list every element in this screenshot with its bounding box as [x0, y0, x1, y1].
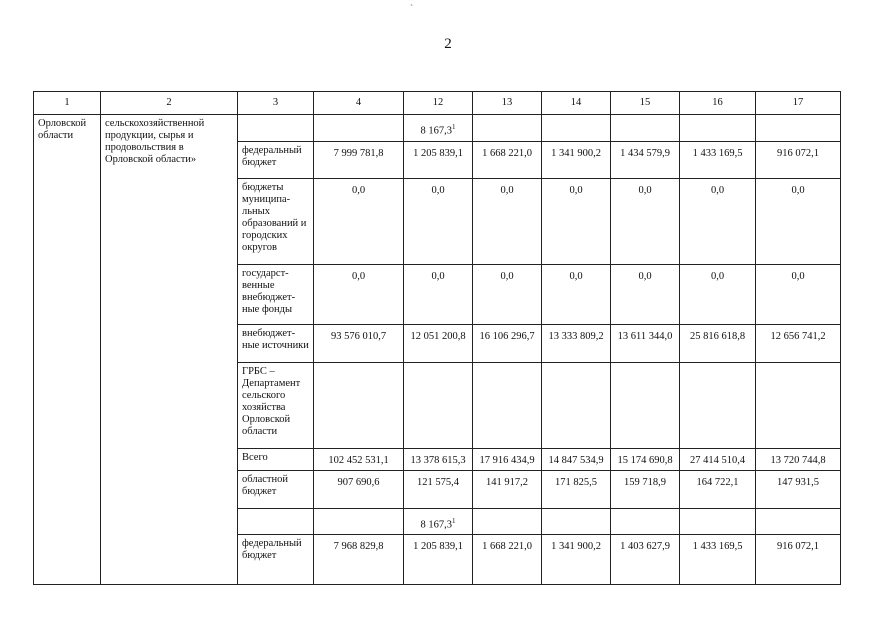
region-cell: Орловской области — [34, 115, 101, 585]
header-cell: 3 — [238, 92, 314, 115]
header-cell: 13 — [473, 92, 542, 115]
value-text: 1 403 627,9 — [620, 541, 670, 552]
value-text: 0,0 — [569, 270, 583, 282]
value-text: 102 452 531,1 — [328, 454, 389, 466]
value-text: 1 434 579,9 — [620, 147, 670, 159]
value-cell — [314, 448, 404, 470]
value-cell — [473, 264, 542, 324]
value-cell — [314, 324, 404, 362]
value-cell — [542, 178, 611, 264]
header-cell: 2 — [101, 92, 238, 115]
value-cell — [314, 264, 404, 324]
value-text: 0,0 — [500, 270, 514, 282]
value-text: 1 433 169,5 — [692, 541, 743, 552]
value-cell — [314, 535, 404, 585]
value-text: 13 611 344,0 — [617, 330, 673, 342]
value-cell — [680, 141, 756, 178]
value-text: 0,0 — [431, 184, 445, 196]
value-text: 15 174 690,8 — [617, 454, 673, 466]
value-text: 121 575,4 — [417, 476, 459, 488]
value-cell — [473, 448, 542, 470]
source-label-cell: Всего — [238, 448, 314, 470]
value-text: 0,0 — [500, 184, 514, 196]
value-cell — [404, 324, 473, 362]
source-label-cell — [238, 115, 314, 142]
value-text: 141 917,2 — [486, 476, 528, 488]
source-label-cell: государст-венные внебюджет-ные фонды — [238, 264, 314, 324]
value-cell — [314, 141, 404, 178]
value-cell — [473, 535, 542, 585]
value-text: 0,0 — [710, 184, 725, 196]
value-cell — [404, 264, 473, 324]
value-cell — [611, 178, 680, 264]
source-label-cell: федеральный бюджет — [238, 535, 314, 585]
value-cell — [542, 508, 611, 535]
value-text: 0,0 — [791, 270, 805, 282]
table-row — [34, 115, 841, 142]
page-number: 2 — [444, 36, 452, 52]
source-label-cell: областной бюджет — [238, 470, 314, 508]
value-cell — [542, 324, 611, 362]
value-text: 8 167,3 — [420, 125, 452, 137]
value-text: 27 414 510,4 — [689, 454, 746, 466]
value-text: 1 341 900,2 — [551, 541, 601, 552]
value-text: 0,0 — [791, 184, 805, 196]
source-label-cell: бюджеты муниципа-льных образований и городских округов — [238, 178, 314, 264]
value-cell — [756, 115, 841, 142]
value-cell — [680, 324, 756, 362]
value-cell — [473, 470, 542, 508]
value-cell — [611, 448, 680, 470]
value-text: 0,0 — [638, 184, 652, 196]
value-cell — [611, 264, 680, 324]
value-text: 1 205 839,1 — [413, 147, 463, 159]
header-cell: 15 — [611, 92, 680, 115]
value-text: 7 999 781,8 — [333, 147, 384, 159]
value-cell — [611, 141, 680, 178]
value-cell — [680, 178, 756, 264]
value-cell — [680, 115, 756, 142]
value-text: 0,0 — [351, 270, 366, 282]
value-text: 907 690,6 — [337, 476, 380, 488]
footnote-mark: 1 — [452, 516, 456, 525]
value-text: 171 825,5 — [555, 476, 597, 488]
source-label-cell: внебюджет-ные источники — [238, 324, 314, 362]
value-cell — [542, 535, 611, 585]
header-cell: 17 — [756, 92, 841, 115]
value-cell — [756, 178, 841, 264]
value-text: 916 072,1 — [777, 147, 819, 159]
value-cell — [404, 508, 473, 535]
value-cell — [680, 535, 756, 585]
budget-table — [33, 91, 841, 585]
value-text: 13 333 809,2 — [548, 330, 604, 342]
value-cell — [756, 141, 841, 178]
scan-mark: ` — [410, 4, 414, 15]
value-text: 1 668 221,0 — [482, 541, 532, 552]
value-text: 25 816 618,8 — [689, 330, 746, 342]
value-cell — [611, 508, 680, 535]
value-text: 8 167,3 — [420, 519, 452, 530]
value-cell — [542, 362, 611, 448]
source-label-cell: федеральный бюджет — [238, 141, 314, 178]
value-cell — [542, 141, 611, 178]
value-cell — [611, 115, 680, 142]
value-cell — [473, 324, 542, 362]
program-cell: сельскохозяйственной продукции, сырья и продовольствия в Орловской области» — [101, 115, 238, 585]
value-cell — [756, 508, 841, 535]
value-text: 7 968 829,8 — [333, 541, 384, 552]
value-cell — [756, 448, 841, 470]
value-cell — [473, 115, 542, 142]
value-text: 159 718,9 — [624, 476, 666, 488]
value-text: 916 072,1 — [777, 541, 819, 552]
value-text: 0,0 — [569, 184, 583, 196]
value-text: 17 916 434,9 — [479, 454, 535, 466]
header-cell: 14 — [542, 92, 611, 115]
value-text: 13 720 744,8 — [770, 454, 826, 466]
value-cell — [473, 508, 542, 535]
value-text: 147 931,5 — [777, 476, 819, 488]
value-cell — [680, 508, 756, 535]
value-cell — [756, 362, 841, 448]
value-cell — [611, 535, 680, 585]
value-text: 93 576 010,7 — [330, 330, 387, 342]
value-cell — [314, 178, 404, 264]
value-cell — [611, 470, 680, 508]
value-cell — [680, 264, 756, 324]
value-text: 0,0 — [638, 270, 652, 282]
value-cell — [680, 362, 756, 448]
value-cell — [404, 178, 473, 264]
value-cell — [756, 264, 841, 324]
value-cell — [542, 264, 611, 324]
source-label-cell: ГРБС – Департамент сельского хозяйства Орловской области — [238, 362, 314, 448]
value-text: 1 433 169,5 — [692, 147, 743, 159]
value-text: 0,0 — [431, 270, 445, 282]
value-cell — [404, 115, 473, 142]
value-text: 1 341 900,2 — [551, 147, 601, 159]
footnote-mark: 1 — [452, 123, 456, 131]
value-cell — [542, 448, 611, 470]
value-cell — [404, 141, 473, 178]
value-cell — [404, 362, 473, 448]
value-cell — [542, 115, 611, 142]
source-label-cell — [238, 508, 314, 535]
value-cell — [473, 362, 542, 448]
value-cell — [314, 508, 404, 535]
value-cell — [680, 448, 756, 470]
value-cell — [611, 362, 680, 448]
value-cell — [314, 362, 404, 448]
value-cell — [756, 535, 841, 585]
value-text: 13 378 615,3 — [410, 454, 466, 466]
value-text: 164 722,1 — [696, 476, 739, 488]
value-text: 1 205 839,1 — [413, 541, 463, 552]
value-text: 0,0 — [710, 270, 725, 282]
value-cell — [314, 115, 404, 142]
value-cell — [404, 448, 473, 470]
value-cell — [680, 470, 756, 508]
header-cell: 12 — [404, 92, 473, 115]
header-cell: 4 — [314, 92, 404, 115]
header-cell: 1 — [34, 92, 101, 115]
value-text: 1 668 221,0 — [482, 147, 532, 159]
value-cell — [542, 470, 611, 508]
value-text: 14 847 534,9 — [548, 454, 604, 466]
header-cell: 16 — [680, 92, 756, 115]
value-cell — [611, 324, 680, 362]
value-cell — [404, 470, 473, 508]
header-row — [34, 92, 841, 115]
value-cell — [756, 324, 841, 362]
value-text: 12 051 200,8 — [410, 330, 466, 342]
value-cell — [756, 470, 841, 508]
value-cell — [404, 535, 473, 585]
value-text: 0,0 — [351, 184, 366, 196]
value-text: 12 656 741,2 — [770, 330, 826, 342]
value-text: 16 106 296,7 — [479, 330, 535, 342]
value-cell — [473, 178, 542, 264]
value-cell — [473, 141, 542, 178]
value-cell — [314, 470, 404, 508]
